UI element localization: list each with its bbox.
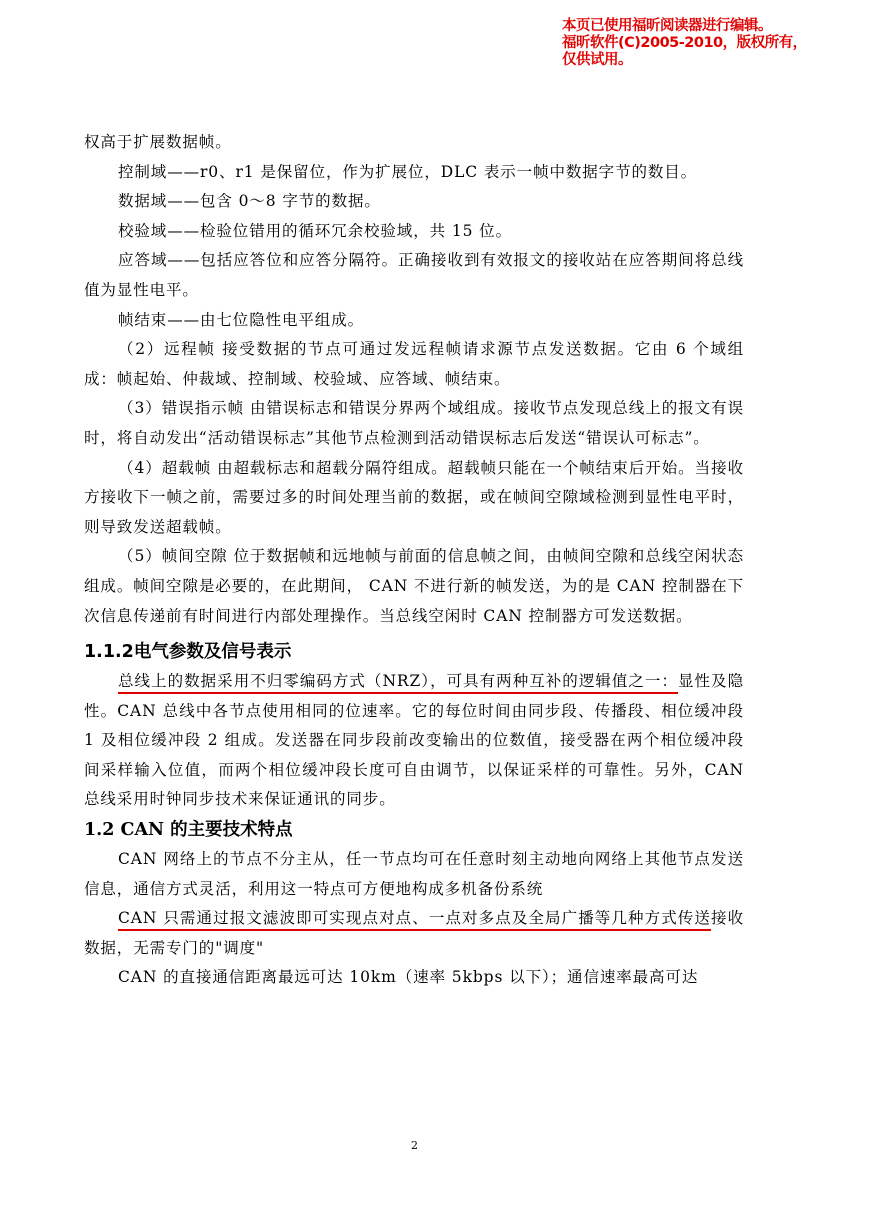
underlined-text: CAN 只需通过报文滤波即可实现点对点、一点对多点及全局广播等几种方式传送 [118, 909, 711, 931]
paragraph-electrical-params [84, 667, 744, 815]
paragraph-message-filter [84, 904, 744, 963]
section-heading-1-1-2: 1.1.2电气参数及信号表示 [84, 642, 292, 663]
paragraph-error-frame: （3）错误指示帧 由错误标志和错误分界两个域组成。接收节点发现总线上的报文有误时，将自动发出“活动错误标志”其他节点检测到活动错误标志后发送“错误认可标志”。 [84, 399, 744, 447]
watermark-line-2: 福昕软件(C)2005-2010，版权所有， [562, 35, 807, 51]
paragraph-continuation: 权高于扩展数据帧。 [84, 133, 232, 151]
paragraph-ack-field: 应答域——包括应答位和应答分隔符。正确接收到有效报文的接收站在应答期间将总线值为显性电平。 [84, 251, 744, 299]
paragraph-text: 显性及隐性。CAN 总线中各节点使用相同的位速率。它的每位时间由同步段、传播段、相位缓冲段 1 及相位缓冲段 2 组成。发送器在同步段前改变输出的位数值，接受器在两个相位缓冲段间采样输入位值，而两个相位缓冲段长度可自由调节，以保证采样的可靠性。另外，CAN 总线采用时钟同步技术来保证通讯的同步。 [84, 672, 744, 809]
paragraph-nodes: CAN 网络上的节点不分主从，任一节点均可在任意时刻主动地向网络上其他节点发送信息，通信方式灵活，利用这一特点可方便地构成多机备份系统 [84, 850, 744, 898]
editor-watermark [562, 18, 862, 69]
page-number: 2 [411, 1139, 418, 1152]
underlined-text: 总线上的数据采用不归零编码方式（NRZ），可具有两种互补的逻辑值之一： [118, 672, 678, 694]
paragraph-end-of-frame: 帧结束——由七位隐性电平组成。 [118, 310, 365, 329]
watermark-line-1: 本页已使用福昕阅读器进行编辑。 [562, 18, 772, 34]
paragraph-crc-field: 校验域——检验位错用的循环冗余校验域，共 15 位。 [118, 221, 512, 240]
paragraph-remote-frame: （2）远程帧 接受数据的节点可通过发远程帧请求源节点发送数据。它由 6 个域组成：帧起始、仲裁域、控制域、校验域、应答域、帧结束。 [84, 340, 744, 388]
paragraph-text: 接收数据，无需专门的"调度" [84, 909, 744, 957]
paragraph-interframe-space: （5）帧间空隙 位于数据帧和远地帧与前面的信息帧之间，由帧间空隙和总线空闲状态组成。帧间空隙是必要的，在此期间， CAN 不进行新的帧发送，为的是 CAN 控制器在下次信息传递前有时间进行内部处理操作。当总线空闲时 CAN 控制器方可发送数据。 [84, 547, 744, 625]
paragraph-overload-frame: （4）超载帧 由超载标志和超载分隔符组成。超载帧只能在一个帧结束后开始。当接收方接收下一帧之前，需要过多的时间处理当前的数据，或在帧间空隙域检测到显性电平时，则导致发送超载帧。 [84, 458, 744, 536]
paragraph-control-field: 控制域——r0、r1 是保留位，作为扩展位，DLC 表示一帧中数据字节的数目。 [118, 162, 698, 181]
section-heading-1-2: 1.2 CAN 的主要技术特点 [84, 820, 293, 841]
watermark-line-3: 仅供试用。 [562, 52, 632, 68]
paragraph-distance: CAN 的直接通信距离最远可达 10km（速率 5kbps 以下）；通信速率最高可达 [118, 968, 699, 987]
paragraph-data-field: 数据域——包含 0～8 字节的数据。 [118, 192, 381, 211]
page-body [84, 128, 744, 993]
